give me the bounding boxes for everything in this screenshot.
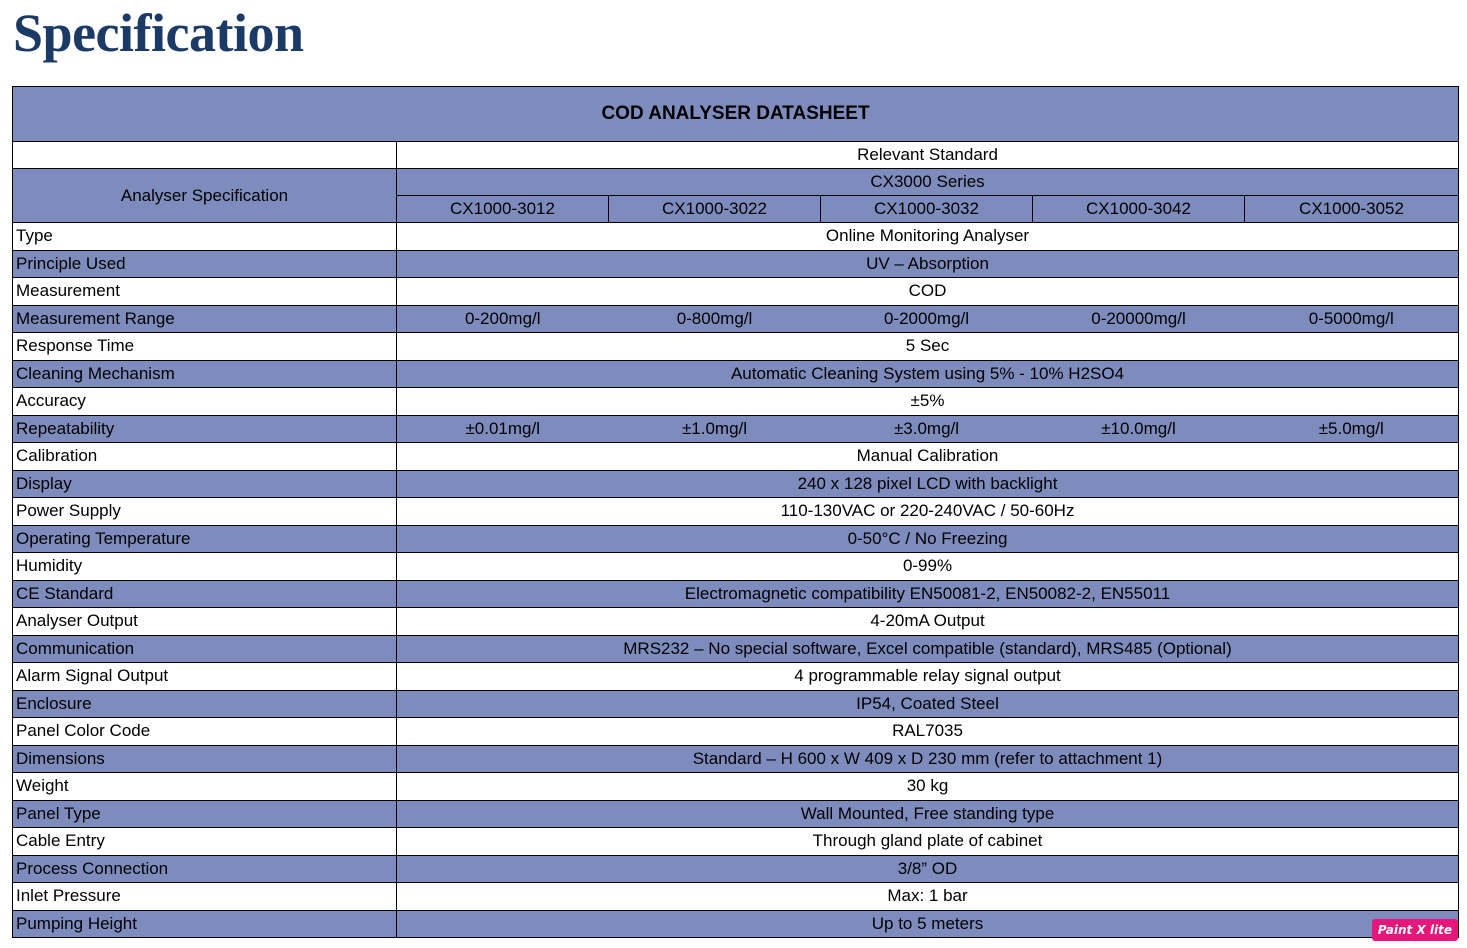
spec-label: Analyser Output: [13, 608, 397, 636]
table-row: [13, 663, 1459, 691]
spec-value: MRS232 – No special software, Excel compatible (standard), MRS485 (Optional): [397, 635, 1459, 663]
spec-label: Communication: [13, 635, 397, 663]
table-row: [13, 608, 1459, 636]
spec-label: Measurement: [13, 278, 397, 306]
table-row: [13, 553, 1459, 581]
analyser-spec-header: Analyser Specification: [13, 169, 397, 223]
page-title: Specification: [13, 3, 304, 63]
model-header: CX1000-3052: [1245, 196, 1459, 223]
table-row: [13, 223, 1459, 251]
spec-value: Up to 5 meters: [397, 910, 1459, 938]
spec-model-value: ±0.01mg/l: [397, 415, 609, 443]
table-row: [13, 690, 1459, 718]
series-header: CX3000 Series: [397, 169, 1459, 196]
spec-label: CE Standard: [13, 580, 397, 608]
table-row: [13, 388, 1459, 416]
relevant-standard-header: Relevant Standard: [397, 142, 1459, 169]
spec-value: Standard – H 600 x W 409 x D 230 mm (refer to attachment 1): [397, 745, 1459, 773]
spec-model-value: ±3.0mg/l: [821, 415, 1033, 443]
table-row: [13, 443, 1459, 471]
spec-label: Panel Color Code: [13, 718, 397, 746]
spec-value: 4-20mA Output: [397, 608, 1459, 636]
spec-label: Humidity: [13, 553, 397, 581]
spec-value: Electromagnetic compatibility EN50081-2, EN50082-2, EN55011: [397, 580, 1459, 608]
spec-label: Inlet Pressure: [13, 883, 397, 911]
spec-label: Operating Temperature: [13, 525, 397, 553]
spec-value: 240 x 128 pixel LCD with backlight: [397, 470, 1459, 498]
spec-label: Calibration: [13, 443, 397, 471]
spec-model-value: 0-5000mg/l: [1245, 305, 1459, 333]
spec-label: Accuracy: [13, 388, 397, 416]
spec-model-value: 0-20000mg/l: [1033, 305, 1245, 333]
spec-label: Cleaning Mechanism: [13, 360, 397, 388]
table-row: [13, 635, 1459, 663]
table-row: [13, 305, 1459, 333]
spec-value: Automatic Cleaning System using 5% - 10% H2SO4: [397, 360, 1459, 388]
spec-label: Alarm Signal Output: [13, 663, 397, 691]
spec-value: UV – Absorption: [397, 250, 1459, 278]
table-row: [13, 250, 1459, 278]
table-row: [13, 415, 1459, 443]
model-header: CX1000-3042: [1033, 196, 1245, 223]
spec-value: 30 kg: [397, 773, 1459, 801]
table-row: [13, 800, 1459, 828]
spec-value: 5 Sec: [397, 333, 1459, 361]
spec-label: Cable Entry: [13, 828, 397, 856]
spec-model-value: 0-200mg/l: [397, 305, 609, 333]
model-header: CX1000-3022: [609, 196, 821, 223]
spec-value: 0-50°C / No Freezing: [397, 525, 1459, 553]
table-row: [13, 525, 1459, 553]
table-row: [13, 745, 1459, 773]
header-blank-cell: [13, 142, 397, 169]
spec-value: 110-130VAC or 220-240VAC / 50-60Hz: [397, 498, 1459, 526]
spec-label: Dimensions: [13, 745, 397, 773]
spec-model-value: ±5.0mg/l: [1245, 415, 1459, 443]
spec-value: Through gland plate of cabinet: [397, 828, 1459, 856]
table-row: [13, 883, 1459, 911]
spec-value: Online Monitoring Analyser: [397, 223, 1459, 251]
table-row: [13, 718, 1459, 746]
spec-value: IP54, Coated Steel: [397, 690, 1459, 718]
spec-value: Wall Mounted, Free standing type: [397, 800, 1459, 828]
spec-table: [12, 86, 1459, 938]
spec-model-value: 0-800mg/l: [609, 305, 821, 333]
spec-model-value: 0-2000mg/l: [821, 305, 1033, 333]
spec-value: 3/8” OD: [397, 855, 1459, 883]
table-row: [13, 470, 1459, 498]
model-header: CX1000-3032: [821, 196, 1033, 223]
spec-value: Manual Calibration: [397, 443, 1459, 471]
spec-label: Weight: [13, 773, 397, 801]
paint-x-lite-badge: Paint X lite: [1372, 919, 1458, 941]
spec-label: Type: [13, 223, 397, 251]
spec-label: Panel Type: [13, 800, 397, 828]
table-row: [13, 773, 1459, 801]
spec-label: Pumping Height: [13, 910, 397, 938]
spec-value: ±5%: [397, 388, 1459, 416]
model-header: CX1000-3012: [397, 196, 609, 223]
table-row: [13, 910, 1459, 938]
table-row: [13, 855, 1459, 883]
table-row: [13, 580, 1459, 608]
spec-value: 0-99%: [397, 553, 1459, 581]
spec-label: Principle Used: [13, 250, 397, 278]
spec-value: Max: 1 bar: [397, 883, 1459, 911]
spec-model-value: ±1.0mg/l: [609, 415, 821, 443]
spec-model-value: ±10.0mg/l: [1033, 415, 1245, 443]
spec-label: Display: [13, 470, 397, 498]
table-row: [13, 278, 1459, 306]
spec-label: Repeatability: [13, 415, 397, 443]
spec-label: Process Connection: [13, 855, 397, 883]
table-row: [13, 498, 1459, 526]
spec-label: Measurement Range: [13, 305, 397, 333]
table-row: [13, 828, 1459, 856]
spec-value: RAL7035: [397, 718, 1459, 746]
spec-label: Power Supply: [13, 498, 397, 526]
spec-label: Response Time: [13, 333, 397, 361]
spec-value: COD: [397, 278, 1459, 306]
spec-value: 4 programmable relay signal output: [397, 663, 1459, 691]
table-row: [13, 360, 1459, 388]
datasheet-title: COD ANALYSER DATASHEET: [13, 87, 1459, 142]
spec-label: Enclosure: [13, 690, 397, 718]
table-row: [13, 333, 1459, 361]
